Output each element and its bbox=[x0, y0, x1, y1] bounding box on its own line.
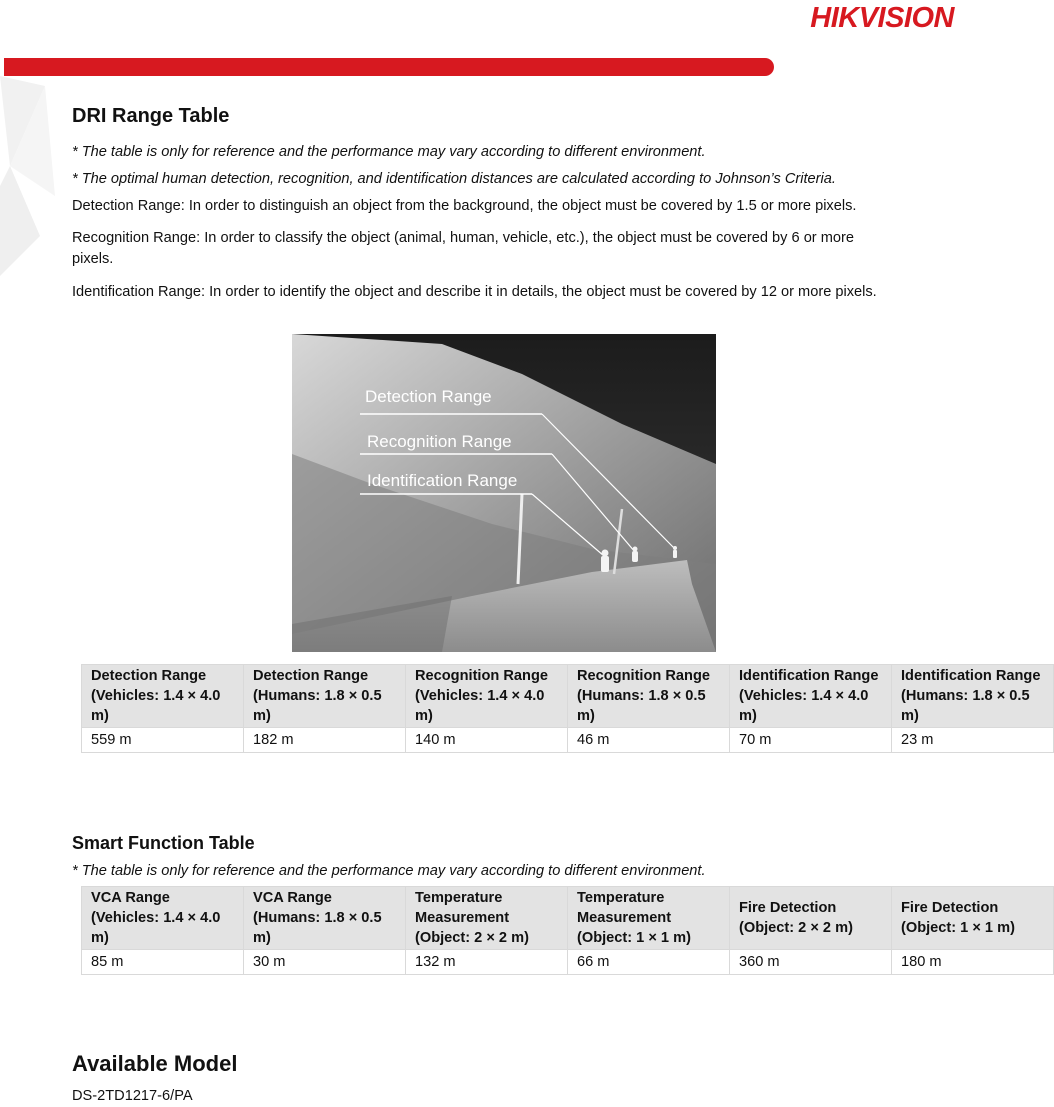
dri-value-cell: 70 m bbox=[730, 728, 892, 753]
smart-value-cell: 85 m bbox=[82, 950, 244, 975]
dri-header-cell: Detection Range (Vehicles: 1.4 × 4.0 m) bbox=[82, 665, 244, 728]
dri-header-cell: Identification Range (Humans: 1.8 × 0.5 m) bbox=[892, 665, 1054, 728]
model-number: DS-2TD1217-6/PA bbox=[72, 1088, 193, 1104]
dri-value-cell: 140 m bbox=[406, 728, 568, 753]
illustration-label-identification: Identification Range bbox=[367, 471, 518, 490]
smart-header-cell: Fire Detection (Object: 2 × 2 m) bbox=[730, 887, 892, 950]
smart-function-table bbox=[81, 886, 1054, 975]
recognition-range-description: Recognition Range: In order to classify the object (animal, human, vehicle, etc.), the object must be covered by 6 or more pixels. bbox=[72, 230, 854, 267]
dri-table-header-row bbox=[82, 665, 1054, 728]
dri-value-cell: 23 m bbox=[892, 728, 1054, 753]
dri-title: DRI Range Table bbox=[72, 105, 230, 127]
hikvision-logo: HIKVISION bbox=[810, 2, 954, 34]
smart-header-cell: Temperature Measurement (Object: 2 × 2 m) bbox=[406, 887, 568, 950]
dri-header-cell: Recognition Range (Humans: 1.8 × 0.5 m) bbox=[568, 665, 730, 728]
smart-header-cell: VCA Range (Humans: 1.8 × 0.5 m) bbox=[244, 887, 406, 950]
dri-header-cell: Identification Range (Vehicles: 1.4 × 4.0 m) bbox=[730, 665, 892, 728]
smart-value-cell: 66 m bbox=[568, 950, 730, 975]
smart-value-cell: 30 m bbox=[244, 950, 406, 975]
smart-function-title: Smart Function Table bbox=[72, 833, 255, 853]
identification-range-description: Identification Range: In order to identify the object and describe it in details, the object must be covered by 12 or more pixels. bbox=[72, 284, 877, 300]
header-red-bar bbox=[4, 58, 774, 76]
smart-table-value-row bbox=[82, 950, 1054, 975]
dri-note-reference: * The table is only for reference and the performance may vary according to different environment. bbox=[72, 144, 706, 160]
dri-table-value-row bbox=[82, 728, 1054, 753]
smart-value-cell: 360 m bbox=[730, 950, 892, 975]
smart-value-cell: 180 m bbox=[892, 950, 1054, 975]
dri-header-cell: Detection Range (Humans: 1.8 × 0.5 m) bbox=[244, 665, 406, 728]
smart-header-cell: Fire Detection (Object: 1 × 1 m) bbox=[892, 887, 1054, 950]
smart-function-note: * The table is only for reference and the performance may vary according to different environment. bbox=[72, 863, 706, 879]
decorative-watermark bbox=[0, 76, 60, 286]
dri-range-table bbox=[81, 664, 1054, 753]
smart-header-cell: VCA Range (Vehicles: 1.4 × 4.0 m) bbox=[82, 887, 244, 950]
illustration-label-detection: Detection Range bbox=[365, 387, 492, 406]
dri-value-cell: 559 m bbox=[82, 728, 244, 753]
dri-header-cell: Recognition Range (Vehicles: 1.4 × 4.0 m) bbox=[406, 665, 568, 728]
dri-note-johnson: * The optimal human detection, recognition, and identification distances are calculated according to Johnson’s Criteria. bbox=[72, 171, 836, 187]
detection-range-description: Detection Range: In order to distinguish an object from the background, the object must be covered by 1.5 or more pixels. bbox=[72, 198, 857, 214]
thermal-dri-illustration bbox=[292, 334, 716, 652]
illustration-label-recognition: Recognition Range bbox=[367, 432, 512, 451]
dri-value-cell: 46 m bbox=[568, 728, 730, 753]
available-model-title: Available Model bbox=[72, 1051, 238, 1076]
dri-value-cell: 182 m bbox=[244, 728, 406, 753]
smart-header-cell: Temperature Measurement (Object: 1 × 1 m) bbox=[568, 887, 730, 950]
smart-table-header-row bbox=[82, 887, 1054, 950]
smart-value-cell: 132 m bbox=[406, 950, 568, 975]
